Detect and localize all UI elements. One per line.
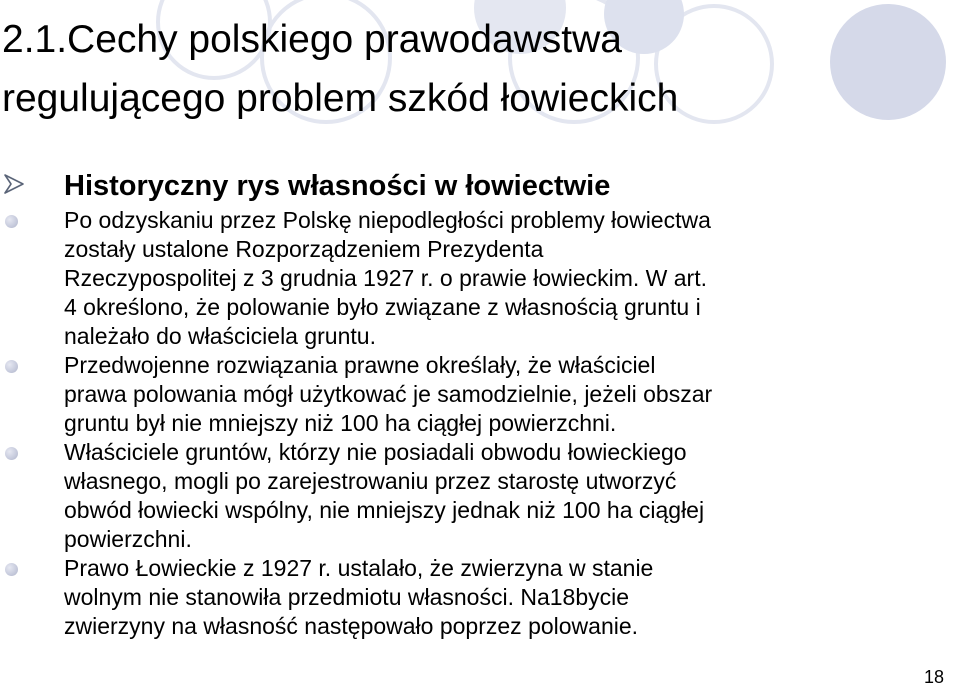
bullet-line: zwierzyny na własność następowało poprzez polowanie. bbox=[64, 613, 639, 639]
bullet-line: 4 określono, że polowanie było związane z własnością gruntu i bbox=[64, 294, 701, 320]
circle-bullet-icon bbox=[5, 215, 18, 228]
circle-bullet-icon bbox=[5, 447, 18, 460]
bullet-line: Właściciele gruntów, którzy nie posiadali obwodu łowieckiego bbox=[64, 439, 687, 465]
bullet-item-3 bbox=[0, 438, 900, 554]
bullet-line: Rzeczypospolitej z 3 grudnia 1927 r. o prawie łowieckim. W art. bbox=[64, 265, 708, 291]
bullet-line: powierzchni. bbox=[64, 526, 192, 552]
bullet-item-1 bbox=[0, 206, 900, 351]
bullet-line: należało do właściciela gruntu. bbox=[64, 323, 376, 349]
slide-title bbox=[2, 10, 902, 128]
page-number: 18 bbox=[923, 667, 944, 687]
bullet-line: obwód łowiecki wspólny, nie mniejszy jednak niż 100 ha ciągłej bbox=[64, 497, 705, 523]
section-heading: Historyczny rys własności w łowiectwie bbox=[64, 170, 611, 202]
bullet-line: Przedwojenne rozwiązania prawne określały, że właściciel bbox=[64, 352, 656, 378]
bullet-item-4 bbox=[0, 554, 900, 641]
bullet-line: Po odzyskaniu przez Polskę niepodległości problemy łowiectwa bbox=[64, 207, 711, 233]
bullet-line: prawa polowania mógł użytkować je samodzielnie, jeżeli obszar bbox=[64, 381, 713, 407]
bullet-line: zostały ustalone Rozporządzeniem Prezydenta bbox=[64, 236, 544, 262]
bullet-line: Prawo Łowieckie z 1927 r. ustalało, że zwierzyna w stanie bbox=[64, 555, 654, 581]
section-heading-row bbox=[0, 166, 900, 206]
slide-title-line-1: 2.1.Cechy polskiego prawodawstwa bbox=[2, 18, 623, 61]
circle-bullet-icon bbox=[5, 360, 18, 373]
bullet-line: własnego, mogli po zarejestrowaniu przez starostę utworzyć bbox=[64, 468, 677, 494]
bullet-line: wolnym nie stanowiła przedmiotu własności. Na18bycie bbox=[64, 584, 630, 610]
slide-title-line-2: regulującego problem szkód łowieckich bbox=[2, 77, 679, 120]
arrow-bullet-icon bbox=[2, 172, 26, 196]
bullet-item-2 bbox=[0, 351, 900, 438]
circle-bullet-icon bbox=[5, 563, 18, 576]
slide-content bbox=[0, 166, 900, 641]
bullet-line: gruntu był nie mniejszy niż 100 ha ciągłej powierzchni. bbox=[64, 410, 617, 436]
